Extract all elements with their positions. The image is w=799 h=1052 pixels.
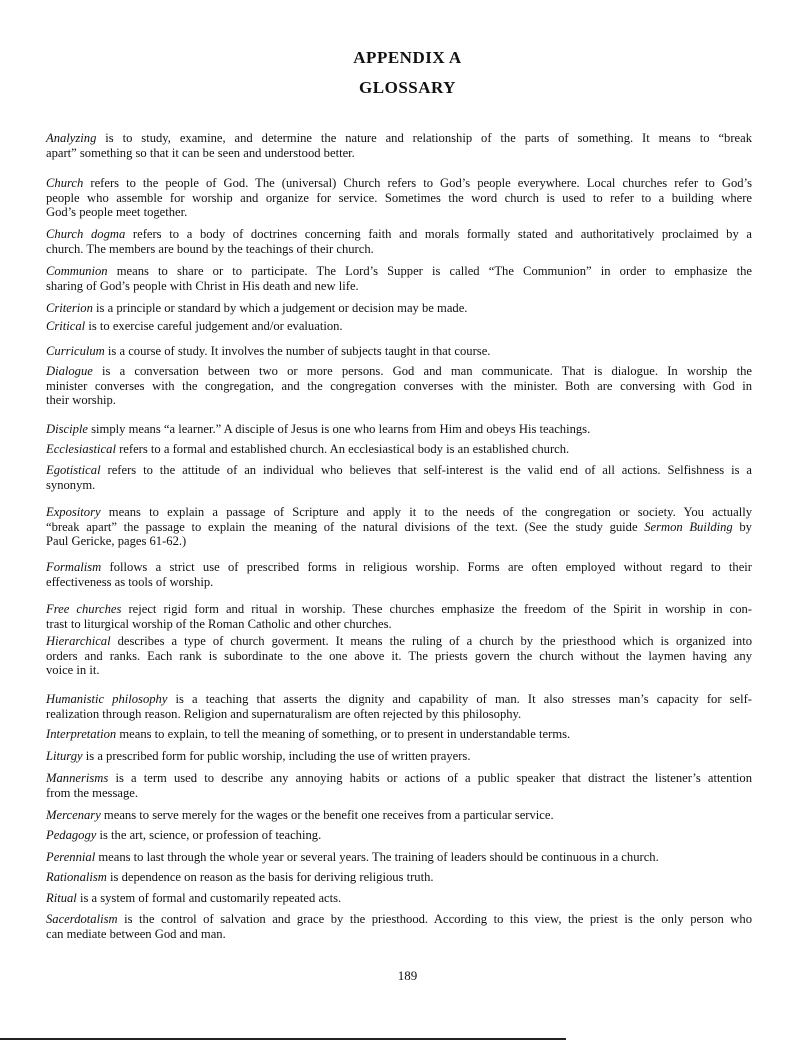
glossary-term: Critical — [46, 319, 86, 333]
entry-line — [46, 442, 752, 457]
entry-line — [46, 617, 752, 632]
definition-text: is to study, examine, and determine the nature and relationship of the parts of something. It means to “break — [96, 131, 752, 145]
entry-line — [46, 301, 752, 316]
glossary-entry — [46, 692, 752, 721]
entry-line — [46, 319, 752, 334]
definition-text: is the art, science, or profession of teaching. — [96, 828, 322, 842]
entry-line — [46, 379, 752, 394]
glossary-entry — [46, 264, 752, 293]
definition-text: is a system of formal and customarily repeated acts. — [76, 891, 342, 905]
glossary-term: Liturgy — [46, 749, 83, 763]
definition-text: church. The members are bound by the teachings of their church. — [46, 241, 374, 256]
definition-text: voice in it. — [46, 663, 100, 677]
entry-line — [46, 891, 752, 906]
definition-text: from the message. — [46, 785, 138, 800]
glossary-term: Analyzing — [46, 131, 97, 145]
definition-text: refers to a body of doctrines concerning faith and morals formally stated and authoritatively proclaimed by a — [125, 227, 753, 241]
entry-line — [46, 692, 752, 707]
definition-text: is a prescribed form for public worship, including the use of written prayers. — [82, 749, 471, 763]
glossary-term: Perennial — [46, 850, 96, 864]
definition-text: means to last through the whole year or several years. The training of leaders should be continuous in a church. — [95, 850, 659, 864]
definition-text: means to explain, to tell the meaning of something, or to present in understandable terms. — [116, 727, 571, 741]
glossary-heading: GLOSSARY — [359, 78, 456, 97]
definition-text: refers to a formal and established church. An ecclesiastical body is an established church. — [115, 442, 570, 456]
bottom-rule — [0, 1038, 566, 1040]
glossary-term: Mannerisms — [46, 771, 109, 785]
definition-text: God’s people meet together. — [46, 205, 188, 219]
definition-text: refers to the attitude of an individual who believes that self-interest is the valid end of all actions. Selfishness is a — [100, 463, 752, 477]
definition-text: is a teaching that asserts the dignity and capability of man. It also stresses man’s capacity for self- — [167, 692, 752, 706]
definition-text: describes a type of church goverment. It means the ruling of a church by the priesthood which is organized into — [110, 634, 752, 648]
definition-text: Paul Gericke, pages 61-62.) — [46, 534, 187, 548]
entry-line — [46, 602, 752, 617]
glossary-term: Sacerdotalism — [46, 912, 118, 926]
definition-text: reject rigid form and ritual in worship. These churches emphasize the freedom of the Spirit in worship in con- — [121, 602, 752, 616]
glossary-entry — [46, 870, 752, 885]
glossary-entry — [46, 727, 752, 742]
glossary-entry — [46, 828, 752, 843]
entry-line — [46, 176, 752, 191]
entry-line — [46, 912, 752, 927]
glossary-entry — [46, 891, 752, 906]
definition-text: their worship. — [46, 393, 116, 407]
entry-line — [46, 828, 752, 843]
definition-text: is dependence on reason as the basis for deriving religious truth. — [106, 870, 434, 884]
glossary-entry — [46, 227, 752, 256]
definition-text: simply means “a learner.” A disciple of Jesus is one who learns from Him and obeys His teachings. — [87, 422, 591, 436]
entry-line — [46, 364, 752, 379]
entry-line — [46, 478, 752, 493]
glossary-term: Interpretation — [46, 727, 117, 741]
definition-text: means to serve merely for the wages or the benefit one receives from a particular service. — [100, 808, 554, 822]
entry-line — [46, 749, 752, 764]
glossary-term: Expository — [46, 505, 101, 519]
definition-text: means to explain a passage of Scripture and apply it to the needs of the congregation or society. You actually — [100, 505, 752, 519]
page-number: 189 — [397, 968, 418, 983]
entry-line — [46, 786, 752, 801]
entry-line — [46, 663, 752, 678]
glossary-entry — [46, 463, 752, 492]
entry-line — [46, 634, 752, 649]
entry-line — [46, 870, 752, 885]
entry-line — [46, 422, 752, 437]
definition-text: sharing of God’s people with Christ in His death and new life. — [46, 278, 359, 293]
glossary-entry — [46, 505, 752, 549]
glossary-term: Hierarchical — [46, 634, 111, 648]
glossary-entry — [46, 301, 752, 316]
entry-line — [46, 927, 752, 942]
glossary-term: Ecclesiastical — [46, 442, 116, 456]
entry-line — [46, 205, 752, 220]
glossary-entry — [46, 422, 752, 437]
entry-line — [46, 344, 752, 359]
glossary-entry — [46, 808, 752, 823]
definition-text: refers to the people of God. The (universal) Church refers to God’s people everywhere. Local churches refer to God’s — [83, 176, 752, 190]
definition-text: is the control of salvation and grace by the priesthood. According to this view, the priest is the only person who — [117, 912, 752, 926]
definition-text: orders and ranks. Each rank is subordinate to the one above it. The priests govern the church without the laymen having any — [46, 648, 752, 663]
glossary-term: Ritual — [46, 891, 77, 905]
entry-line — [46, 771, 752, 786]
book-title: Sermon Building — [644, 519, 733, 534]
entry-line — [46, 242, 752, 257]
glossary-entry — [46, 176, 752, 220]
definition-text: is a course of study. It involves the number of subjects taught in that course. — [104, 344, 491, 358]
glossary-term: Criterion — [46, 301, 93, 315]
entry-line — [46, 227, 752, 242]
definition-text: is a principle or standard by which a judgement or decision may be made. — [92, 301, 468, 315]
glossary-entry — [46, 912, 752, 941]
definition-text: follows a strict use of prescribed forms in religious worship. Forms are often employed without regard to their — [101, 560, 752, 574]
glossary-term: Disciple — [46, 422, 88, 436]
entry-line — [46, 131, 752, 146]
entry-line — [46, 279, 752, 294]
definition-text: realization through reason. Religion and supernaturalism are often rejected by this philosophy. — [46, 706, 522, 721]
glossary-entry — [46, 850, 752, 865]
entry-line — [46, 505, 752, 520]
entry-line — [46, 649, 752, 664]
glossary-term: Pedagogy — [46, 828, 97, 842]
glossary-term: Egotistical — [46, 463, 101, 477]
entry-line — [46, 808, 752, 823]
entry-line — [46, 560, 752, 575]
entry-line — [46, 146, 752, 161]
glossary-entry — [46, 364, 752, 408]
definition-text: people who assemble for worship and organize for service. Sometimes the word church is used to refer to a building where — [46, 190, 752, 205]
glossary-entry — [46, 560, 752, 589]
definition-text: means to share or to participate. The Lord’s Supper is called “The Communion” in order to emphasize the — [107, 264, 752, 278]
entry-line — [46, 534, 752, 549]
definition-text: by — [732, 519, 752, 534]
glossary-term: Curriculum — [46, 344, 105, 358]
entry-line — [46, 727, 752, 742]
entry-line — [46, 264, 752, 279]
glossary-term: Humanistic philosophy — [46, 692, 168, 706]
definition-text: trast to liturgical worship of the Roman Catholic and other churches. — [46, 616, 392, 631]
definition-text: “break apart” the passage to explain the meaning of the natural divisions of the text. (See the study guide — [46, 519, 645, 534]
glossary-term: Church dogma — [46, 227, 126, 241]
definition-text: minister converses with the congregation, and the congregation converses with the minister. Both are conversing with God in — [46, 378, 752, 393]
glossary-entry — [46, 634, 752, 678]
definition-text: is a term used to describe any annoying habits or actions of a public speaker that distract the listener’s attention — [108, 771, 752, 785]
glossary-term: Formalism — [46, 560, 102, 574]
appendix-title: APPENDIX A — [353, 48, 462, 67]
glossary-entry — [46, 749, 752, 764]
definition-text: apart” something so that it can be seen and understood better. — [46, 145, 355, 160]
glossary-entry — [46, 602, 752, 631]
definition-text: is to exercise careful judgement and/or evaluation. — [85, 319, 343, 333]
glossary-entry — [46, 344, 752, 359]
entry-line — [46, 575, 752, 590]
entry-line — [46, 393, 752, 408]
entry-line — [46, 850, 752, 865]
entry-line — [46, 463, 752, 478]
entry-line — [46, 191, 752, 206]
definition-text: synonym. — [46, 477, 96, 492]
glossary-term: Free churches — [46, 602, 122, 616]
entry-line — [46, 520, 752, 535]
glossary-entry — [46, 771, 752, 800]
glossary-entry — [46, 442, 752, 457]
glossary-term: Dialogue — [46, 364, 93, 378]
glossary-term: Rationalism — [46, 870, 107, 884]
definition-text: can mediate between God and man. — [46, 926, 226, 941]
entry-line — [46, 707, 752, 722]
glossary-entry — [46, 131, 752, 160]
glossary-term: Mercenary — [46, 808, 101, 822]
glossary-term: Communion — [46, 264, 108, 278]
definition-text: effectiveness as tools of worship. — [46, 574, 214, 589]
glossary-term: Church — [46, 176, 84, 190]
glossary-entry — [46, 319, 752, 334]
definition-text: is a conversation between two or more persons. God and man communicate. That is dialogue. In worship the — [92, 364, 752, 378]
